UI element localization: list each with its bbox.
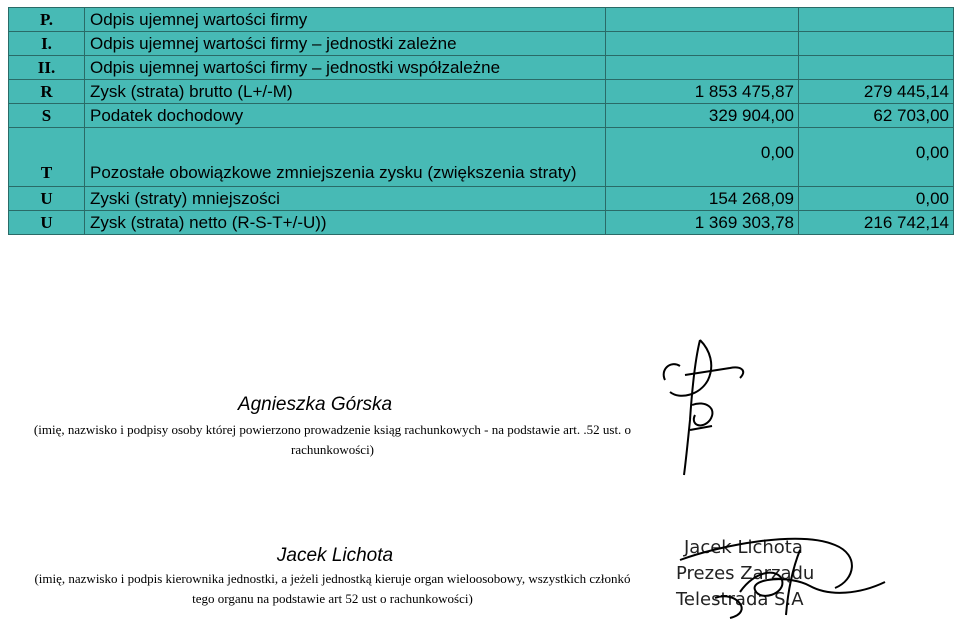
stamp-line: Jacek Lichota [684, 537, 803, 558]
row-value-current: 0,00 [606, 128, 799, 187]
table-row [9, 8, 954, 32]
table-row [9, 211, 954, 235]
caption-line: tego organu na podstawie art 52 ust o rachunkowości) [192, 591, 473, 606]
table-row [9, 56, 954, 80]
row-label: Odpis ujemnej wartości firmy [85, 8, 606, 32]
caption-line: (imię, nazwisko i podpisy osoby której powierzono prowadzenie ksiąg rachunkowych - na podstawie art. .52 ust. o [33, 422, 632, 437]
row-value-current: 154 268,09 [606, 187, 799, 211]
table-row [9, 128, 954, 187]
row-value-previous: 0,00 [799, 128, 954, 187]
caption-line: (imię, nazwisko i podpis kierownika jednostki, a jeżeli jednostką kieruje organ wieloosobowy, wszystkich członkó [34, 571, 631, 586]
row-value-current: 329 904,00 [606, 104, 799, 128]
row-label: Zysk (strata) brutto (L+/-M) [85, 80, 606, 104]
table-row [9, 80, 954, 104]
row-code: P. [9, 8, 85, 32]
row-value-current [606, 32, 799, 56]
signer-caption-accountant [0, 420, 665, 460]
row-code: U [9, 187, 85, 211]
row-value-previous [799, 8, 954, 32]
row-label: Zysk (strata) netto (R-S-T+/-U)) [85, 211, 606, 235]
stamp-line: Prezes Zarządu [676, 563, 815, 584]
financial-table [8, 7, 954, 235]
caption-line: rachunkowości) [290, 442, 375, 457]
row-code: II. [9, 56, 85, 80]
row-code: I. [9, 32, 85, 56]
row-value-previous: 0,00 [799, 187, 954, 211]
row-code: S [9, 104, 85, 128]
row-value-current: 1 853 475,87 [606, 80, 799, 104]
row-code: T [9, 128, 85, 187]
row-value-previous: 62 703,00 [799, 104, 954, 128]
row-value-current [606, 8, 799, 32]
signer-caption-ceo [0, 569, 665, 609]
row-value-previous: 279 445,14 [799, 80, 954, 104]
row-value-previous: 216 742,14 [799, 211, 954, 235]
signer-name-accountant: Agnieszka Górska [237, 394, 393, 415]
table-row [9, 32, 954, 56]
row-label: Zyski (straty) mniejszości [85, 187, 606, 211]
table-row [9, 187, 954, 211]
table-row [9, 104, 954, 128]
row-label: Odpis ujemnej wartości firmy – jednostki zależne [85, 32, 606, 56]
stamp-line: Telestrada S.A [676, 589, 804, 610]
signer-name-ceo: Jacek Lichota [276, 545, 394, 566]
row-label: Podatek dochodowy [85, 104, 606, 128]
row-value-previous [799, 32, 954, 56]
row-code: U [9, 211, 85, 235]
row-label: Odpis ujemnej wartości firmy – jednostki współzależne [85, 56, 606, 80]
row-label: Pozostałe obowiązkowe zmniejszenia zysku (zwiększenia straty) [85, 128, 606, 187]
row-value-current: 1 369 303,78 [606, 211, 799, 235]
handwritten-signature-2 [660, 520, 900, 627]
row-value-current [606, 56, 799, 80]
row-value-previous [799, 56, 954, 80]
row-code: R [9, 80, 85, 104]
